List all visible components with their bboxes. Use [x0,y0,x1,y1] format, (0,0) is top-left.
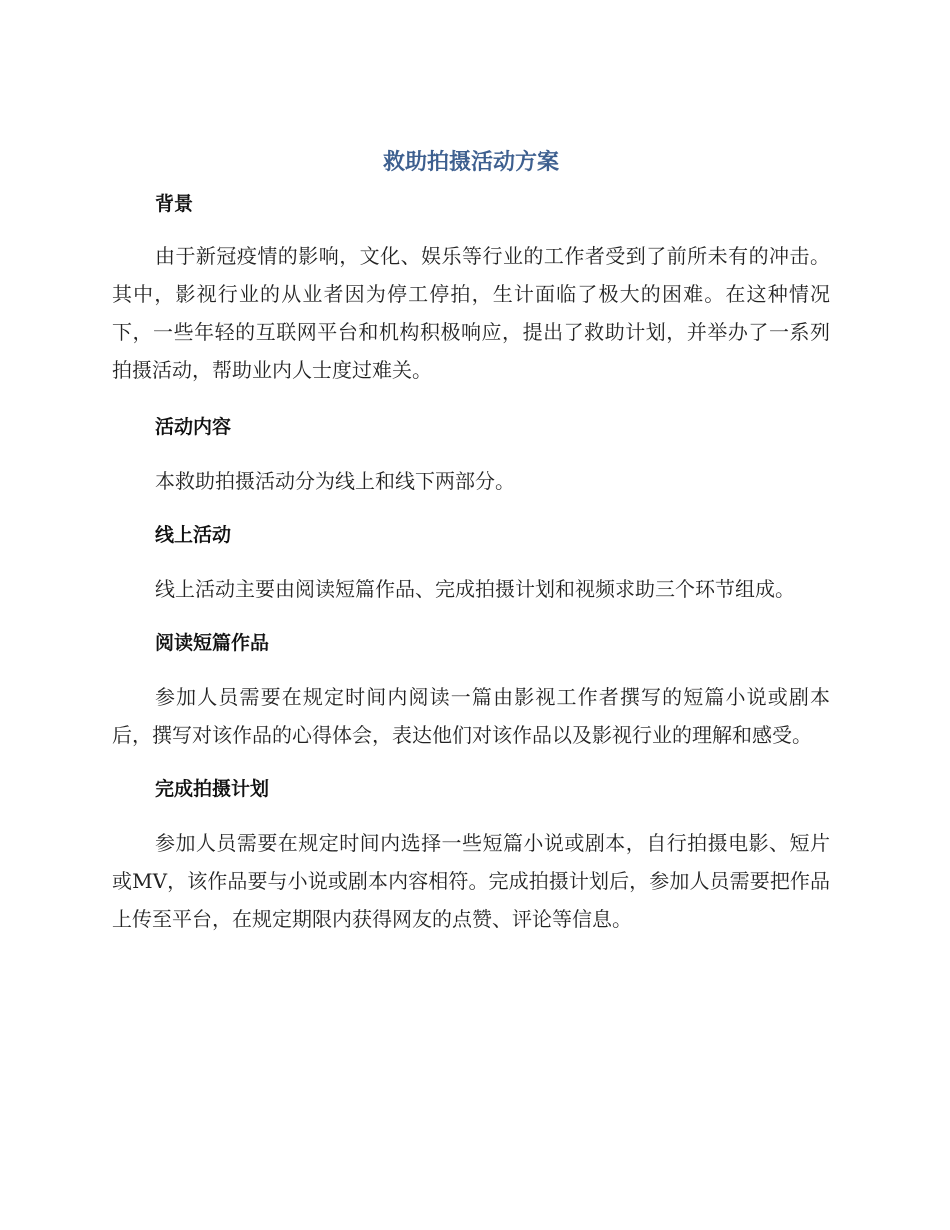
section-paragraph-shooting-plan: 参加人员需要在规定时间内选择一些短篇小说或剧本，自行拍摄电影、短片或MV，该作品要与小说或剧本内容相符。完成拍摄计划后，参加人员需要把作品上传至平台，在规定期限内获得网友的点赞、评论等信息。 [112,831,830,931]
section-heading-activity-content: 活动内容 [155,416,232,438]
document-title: 救助拍摄活动方案 [382,150,559,175]
section-paragraph-background: 由于新冠疫情的影响，文化、娱乐等行业的工作者受到了前所未有的冲击。其中，影视行业的从业者因为停工停拍，生计面临了极大的困难。在这种情况下，一些年轻的互联网平台和机构积极响应，提出了救助计划，并举办了一系列拍摄活动，帮助业内人士度过难关。 [112,244,830,382]
section-heading-shooting-plan: 完成拍摄计划 [155,778,270,800]
section-paragraph-read-short-works: 参加人员需要在规定时间内阅读一篇由影视工作者撰写的短篇小说或剧本后，撰写对该作品的心得体会，表达他们对该作品以及影视行业的理解和感受。 [112,685,830,747]
document-body [112,141,830,938]
section-heading-background: 背景 [155,193,194,215]
section-paragraph-online-activity: 线上活动主要由阅读短篇作品、完成拍摄计划和视频求助三个环节组成。 [155,577,795,601]
section-paragraph-activity-content: 本救助拍摄活动分为线上和线下两部分。 [155,469,515,493]
section-heading-read-short-works: 阅读短篇作品 [155,632,270,654]
section-heading-online-activity: 线上活动 [155,524,232,546]
